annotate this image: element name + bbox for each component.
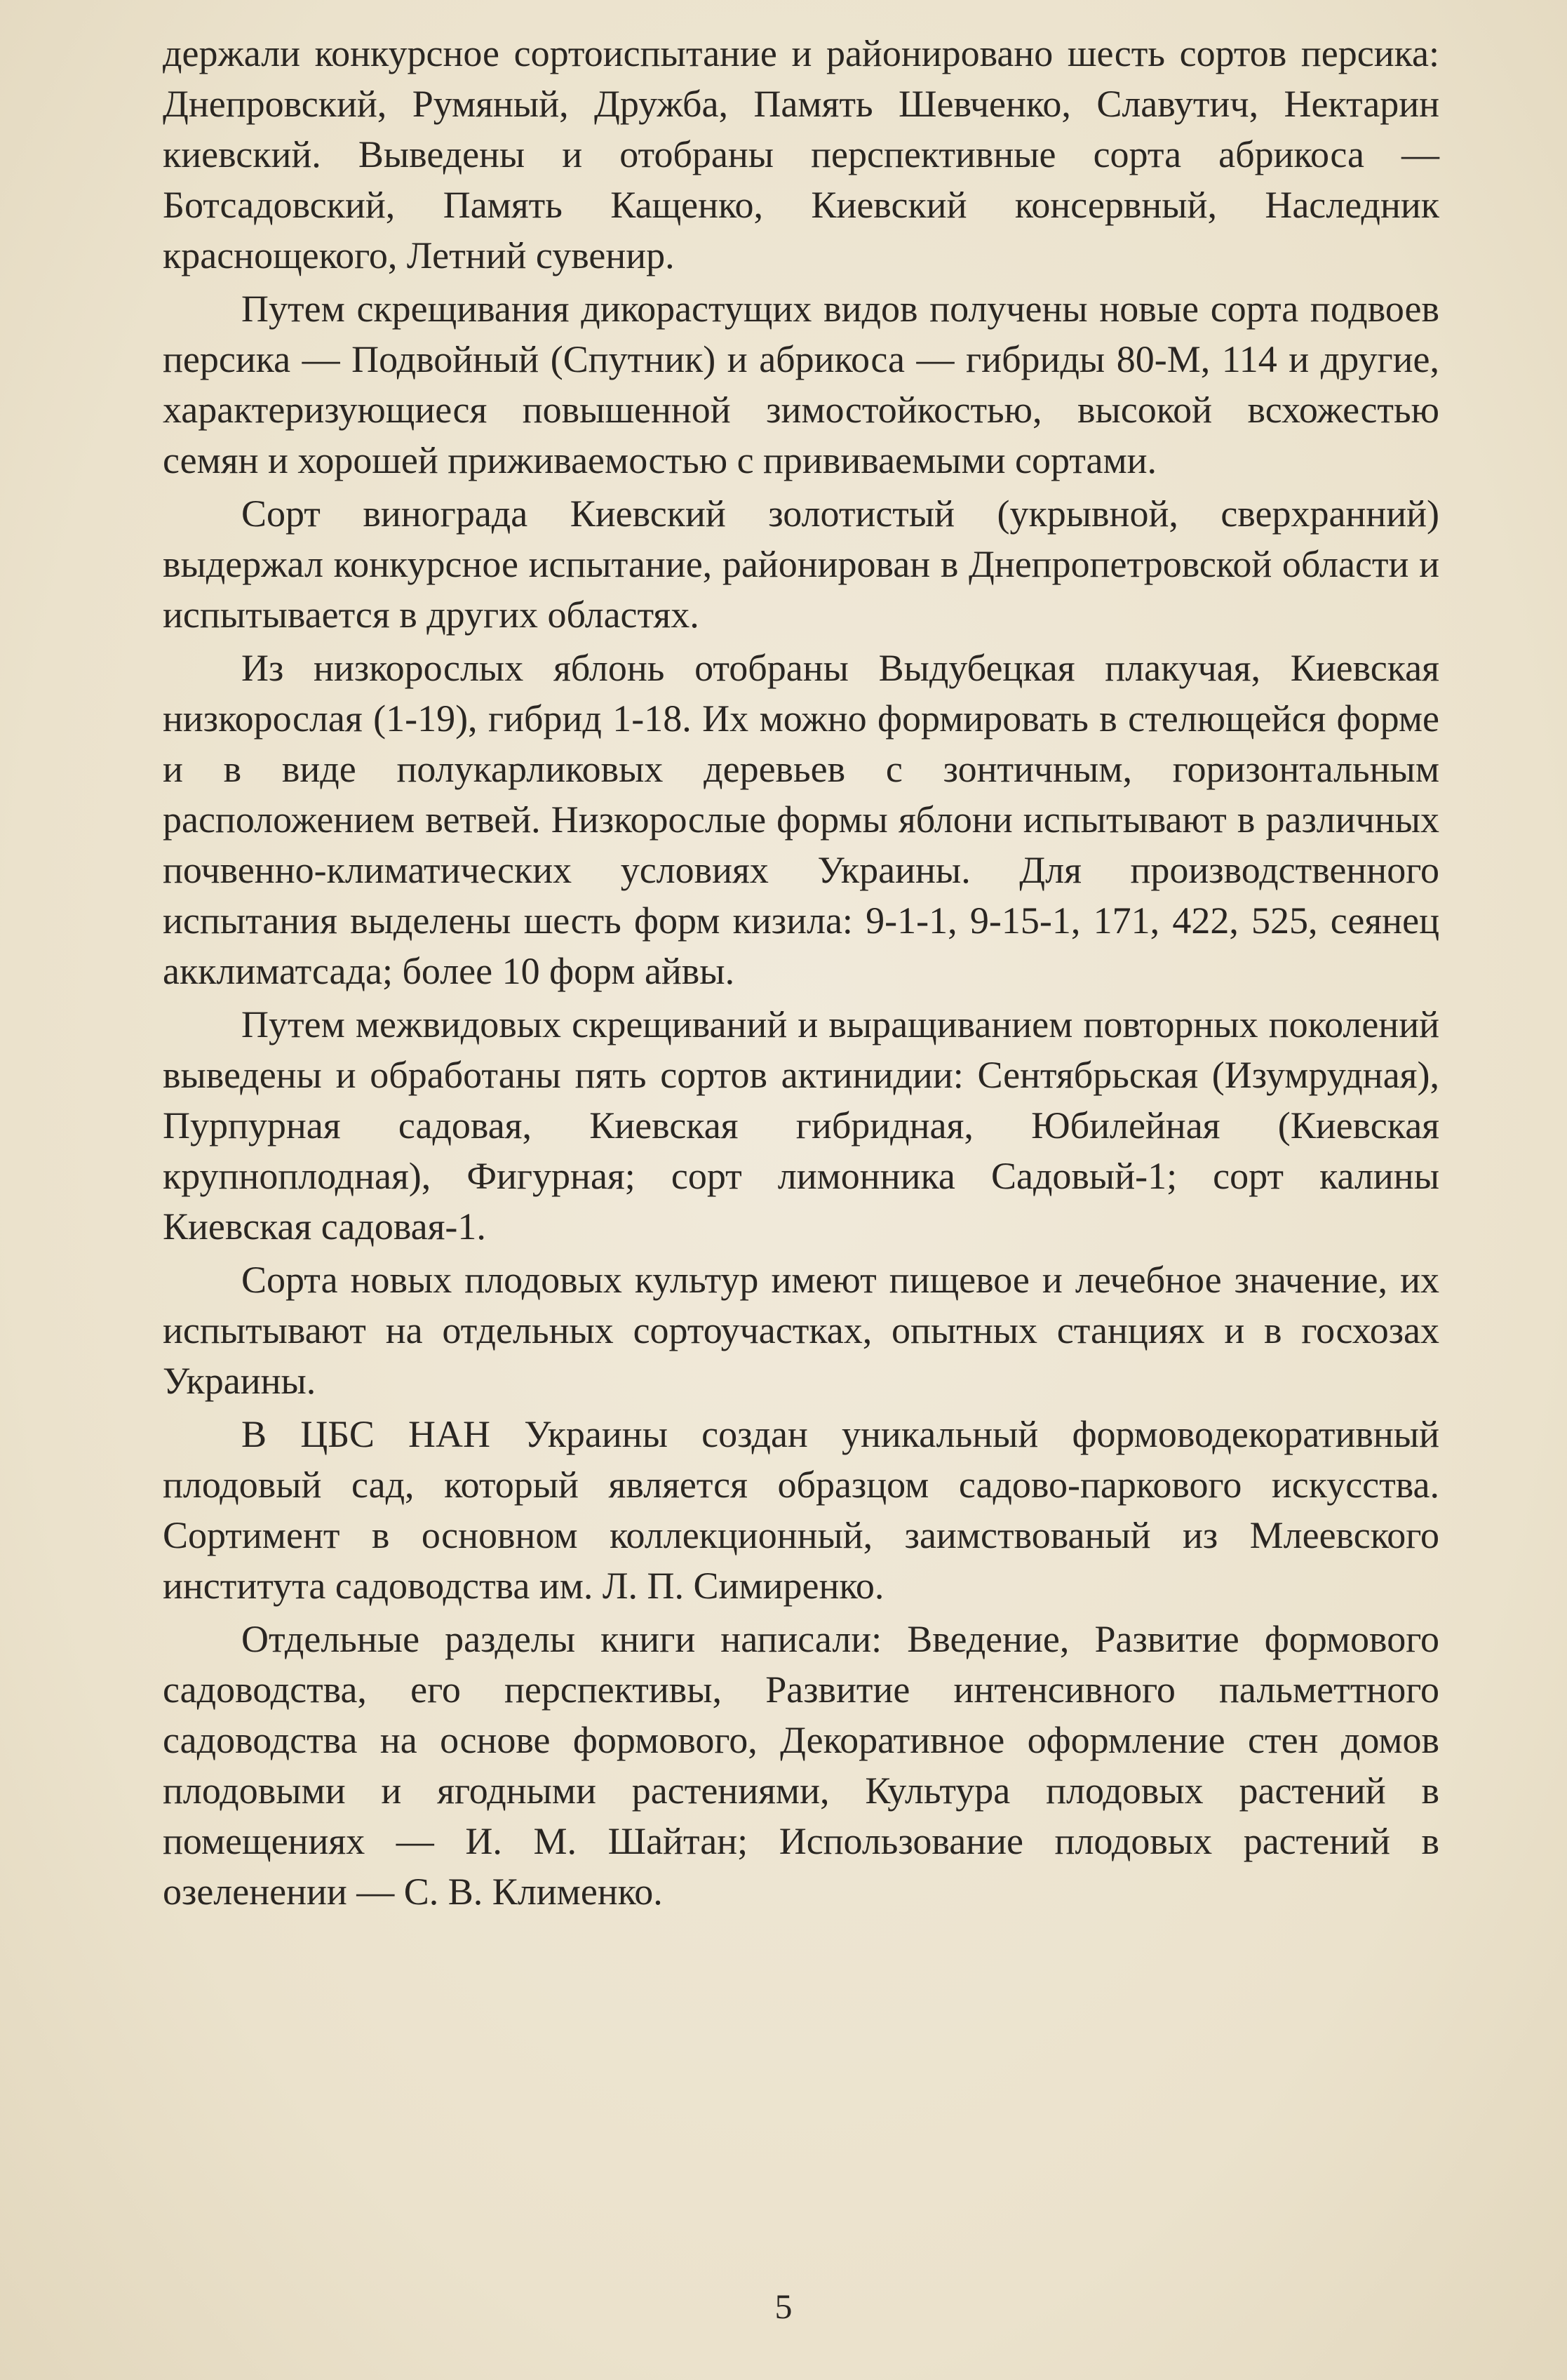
paragraph-7: В ЦБС НАН Украины создан уникальный формоводекоративный плодовый сад, который является образцом садово-паркового искусства. Сортимент в основном коллекционный, заимствованый из Млеевского института садоводства им. Л. П. Симиренко. [163,1413,1439,1607]
paragraph-6: Сорта новых плодовых культур имеют пищевое и лечебное значение, их испытывают на отдельных сортоучастках, опытных станциях и в госхозах Украины. [163,1259,1439,1402]
paragraph-8: Отдельные разделы книги написали: Введение, Развитие формового садоводства, его перспективы, Развитие интенсивного пальметтного садоводства на основе формового, Декоративное оформление стен домов плодовыми и ягодными растениями, Культура плодовых растений в помещениях — И. М. Шайтан; Использование плодовых растений в озеленении — С. В. Клименко. [163,1618,1439,1913]
page-number: 5 [774,2287,793,2326]
paragraph-2: Путем скрещивания дикорастущих видов получены новые сорта подвоев персика — Подвойный (Спутник) и абрикоса — гибриды 80-М, 114 и другие, характеризующиеся повышенной зимостойкостью, высокой всхожестью семян и хорошей приживаемостью с прививаемыми сортами. [163,288,1439,481]
paragraph-4: Из низкорослых яблонь отобраны Выдубецкая плакучая, Киевская низкорослая (1-19), гибрид 1-18. Их можно формировать в стелющейся форме и в виде полукарликовых деревьев с зонтичным, горизонтальным расположением ветвей. Низкорослые формы яблони испытывают в различных почвенно-климатических условиях Украины. Для производственного испытания выделены шесть форм кизила: 9-1-1, 9-15-1, 171, 422, 525, сеянец акклиматсада; более 10 форм айвы. [163,647,1439,992]
paragraph-3: Сорт винограда Киевский золотистый (укрывной, сверхранний) выдержал конкурсное испытание, районирован в Днепропетровской области и испытывается в других областях. [163,493,1439,636]
paragraph-1: держали конкурсное сортоиспытание и районировано шесть сортов персика: Днепровский, Румяный, Дружба, Память Шевченко, Славутич, Нектарин киевский. Выведены и отобраны перспективные сорта абрикоса — Ботсадовский, Память Кащенко, Киевский консервный, Наследник краснощекого, Летний сувенир. [163,32,1439,276]
paragraph-5: Путем межвидовых скрещиваний и выращиванием повторных поколений выведены и обработаны пять сортов актинидии: Сентябрьская (Изумрудная), Пурпурная садовая, Киевская гибридная, Юбилейная (Киевская крупноплодная), Фигурная; сорт лимонника Садовый-1; сорт калины Киевская садовая-1. [163,1003,1439,1248]
body-text [163,28,1439,1920]
